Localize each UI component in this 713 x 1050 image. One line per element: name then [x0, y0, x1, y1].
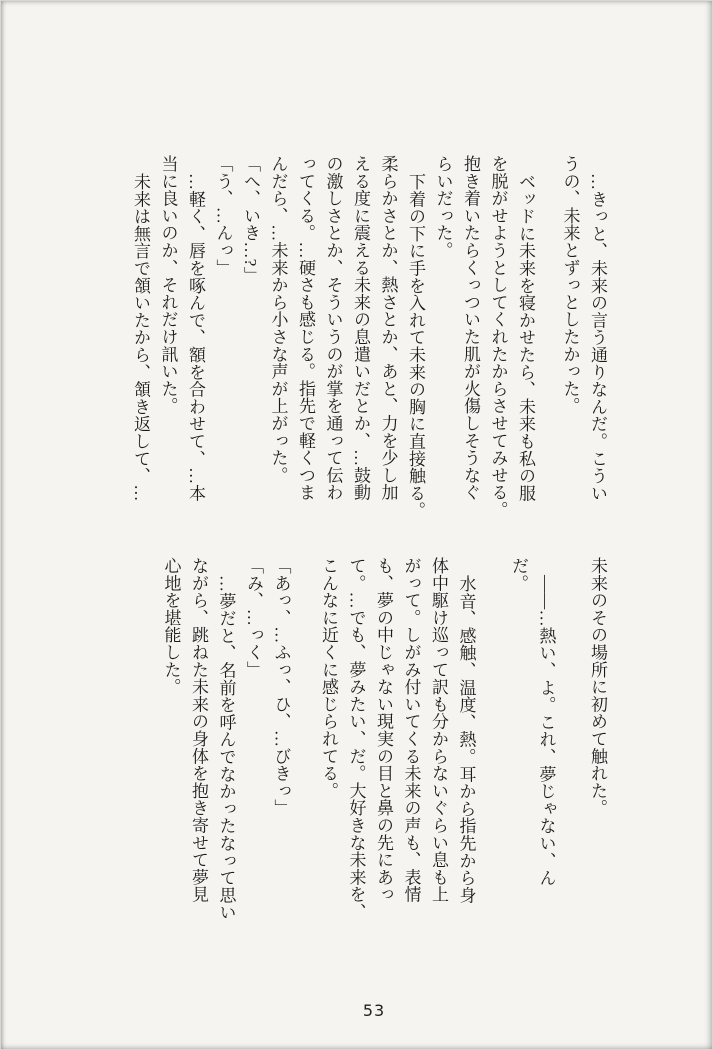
text-line: だ。 — [509, 557, 528, 592]
text-line: がって。しがみ付いてくる未来の声も、表情 — [401, 557, 421, 903]
text-line: の激しさとか、そういうのが掌を通って伝わ — [323, 155, 343, 501]
text-line: 未来のその場所に初めて触れた。 — [588, 557, 607, 817]
text-line: ベッドに未来を寝かせたら、未来も私の服 — [516, 172, 535, 502]
text-line: 当に良いのか、それだけ訊いた。 — [158, 155, 178, 415]
text-line: 「へ、いき…?」 — [241, 155, 260, 284]
paragraph-gap — [539, 155, 556, 165]
text-line: える度に震える未来の息遣いだとか、…鼓動 — [351, 155, 370, 501]
text-line: 柔らかさとか、熱さとか、あと、力を少し加 — [378, 155, 398, 501]
text-line: 下着の下に手を入れて未来の胸に直接触る。 — [406, 172, 425, 519]
paragraph-gap — [480, 557, 505, 567]
text-line: んだら、…未来から小さな声が上がった。 — [268, 155, 288, 484]
text-line: ってくる。…硬さも感じる。指先で軽くつま — [296, 155, 315, 501]
text-line: も、夢の中じゃない現実の目と鼻の先にあっ — [374, 557, 393, 903]
page-number: 53 — [362, 1001, 386, 1020]
text-line: 「う、…んっ」 — [213, 155, 233, 277]
text-line: ながら、跳ねた未来の身体を抱き寄せて夢見 — [189, 557, 208, 903]
text-line: 未来は無言で頷いたから、頷き返して、… — [131, 172, 150, 502]
text-line: 心地を堪能した。 — [161, 557, 181, 696]
upper-text-block — [127, 155, 612, 519]
text-line: 水音、感触、温度、熱。耳から指先から身 — [456, 574, 476, 904]
text-line: らいだった。 — [433, 155, 453, 259]
paragraph-gap — [295, 557, 315, 567]
text-line: …夢だと、名前を呼んでなかったなって思い — [216, 574, 236, 921]
text-line: 抱き着いたらくっついた肌が火傷しそうなぐ — [461, 155, 480, 501]
text-line: 「み、…っく」 — [244, 557, 263, 679]
text-line: ――…熱い、よ。これ、夢じゃない、ん — [536, 574, 556, 886]
text-line: 「あっ、…ふっ、ひ、…びきっ」 — [271, 557, 291, 817]
paragraph-gap — [560, 557, 584, 567]
text-line: て。…でも、夢みたい、だ。大好きな未来を、 — [346, 557, 366, 921]
text-line: うの、未来とずっとしたかった。 — [560, 155, 580, 415]
text-line: 体中駆け巡って訳も分からないぐらい息も上 — [429, 557, 448, 903]
text-line: …軽く、唇を啄んで、額を合わせて、…本 — [186, 172, 205, 502]
text-line: …きっと、未来の言う通りなんだ。こうい — [588, 172, 607, 502]
text-line: こんなに近くに感じられてる。 — [319, 557, 338, 800]
text-line: を脱がせようとしてくれたからさせてみせる。 — [488, 155, 508, 519]
lower-text-block — [157, 557, 611, 921]
